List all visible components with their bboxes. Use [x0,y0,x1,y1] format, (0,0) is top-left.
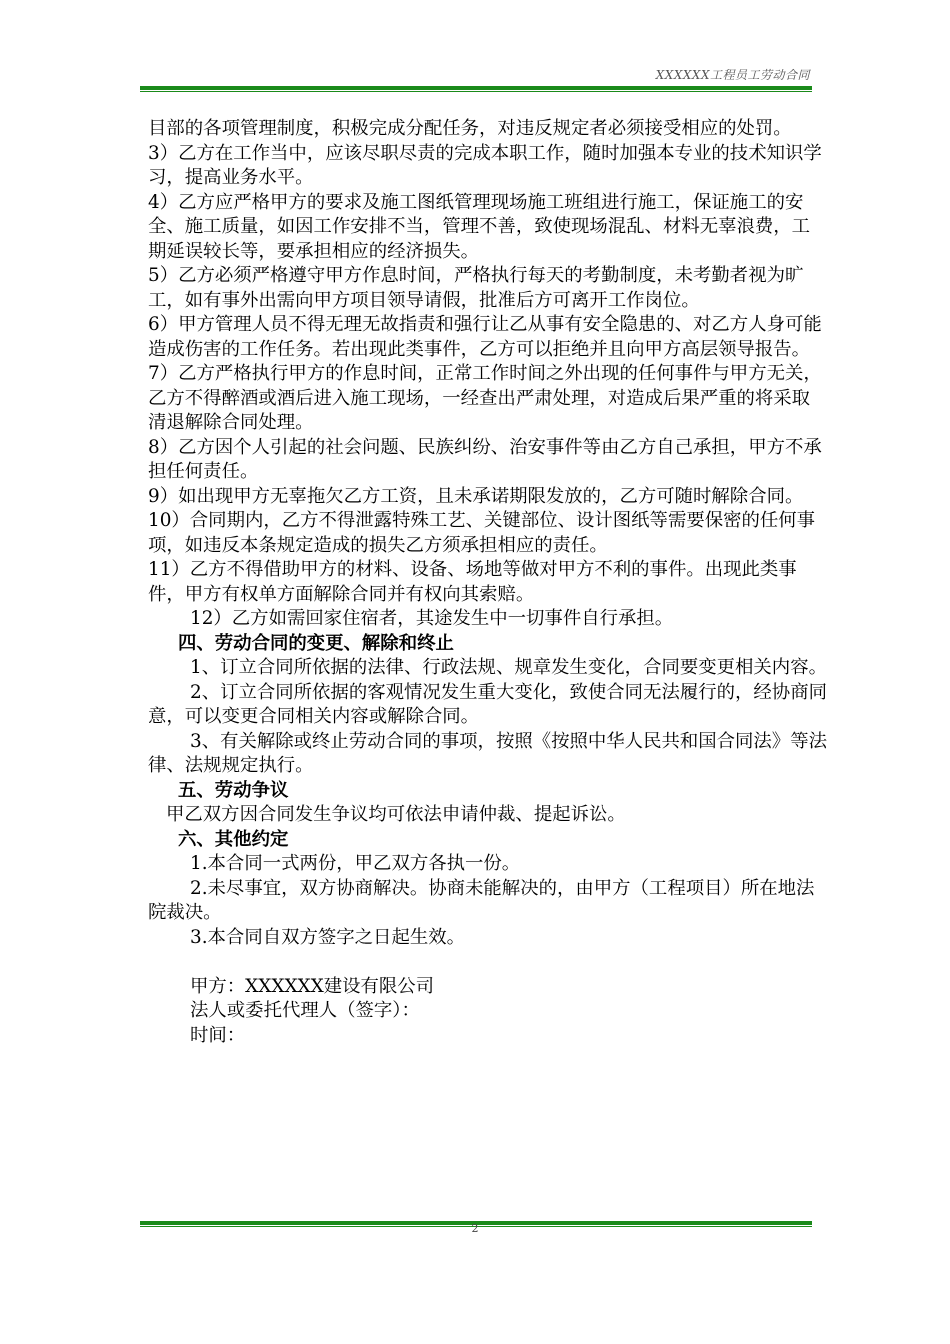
clause-11: 11）乙方不得借助甲方的材料、设备、场地等做对甲方不利的事件。出现此类事件，甲方有权单方面解除合同并有权向其索赔。 [148,559,797,605]
section-4-title: 四、劳动合同的变更、解除和终止 [178,632,454,654]
section-4-item-3: 3、有关解除或终止劳动合同的事项，按照《按照中华人民共和国合同法》等法律、法规规定执行。 [148,730,827,776]
section-6-item-1: 1.本合同一式两份，甲乙双方各执一份。 [190,853,521,874]
document-body [148,117,828,1048]
header-rule-thick [140,86,812,90]
clause-5: 5）乙方必须严格遵守甲方作息时间，严格执行每天的考勤制度，未考勤者视为旷工，如有事外出需向甲方项目领导请假，批准后方可离开工作岗位。 [148,265,804,311]
section-6-item-2: 2.未尽事宜，双方协商解决。协商未能解决的，由甲方（工程项目）所在地法院裁决。 [148,877,815,923]
header-rule-thin [140,91,812,92]
signature-party-a: 甲方：XXXXXX建设有限公司 [190,975,435,997]
clause-3: 3）乙方在工作当中，应该尽职尽责的完成本职工作，随时加强本专业的技术知识学习，提高业务水平。 [148,142,822,188]
clause-8: 8）乙方因个人引起的社会问题、民族纠纷、治安事件等由乙方自己承担，甲方不承担任何责任。 [148,436,822,482]
signature-time: 时间： [190,1024,246,1046]
page-number: 2 [471,1222,479,1235]
clause-4: 4）乙方应严格甲方的要求及施工图纸管理现场施工班组进行施工，保证施工的安全、施工质量，如因工作安排不当，管理不善，致使现场混乱、材料无辜浪费，工期延误较长等，要承担相应的经济损失。 [148,191,811,262]
clause-12: 12）乙方如需回家住宿者，其途发生中一切事件自行承担。 [190,608,674,629]
clause-9: 9）如出现甲方无辜拖欠乙方工资，且未承诺期限发放的，乙方可随时解除合同。 [148,485,804,507]
section-6-title: 六、其他约定 [178,828,289,850]
running-header: XXXXXX工程员工劳动合同 [655,68,810,82]
clause-10: 10）合同期内，乙方不得泄露特殊工艺、关键部位、设计图纸等需要保密的任何事项，如违反本条规定造成的损失乙方须承担相应的责任。 [148,510,816,556]
section-5-body: 甲乙双方因合同发生争议均可依法申请仲裁、提起诉讼。 [166,804,626,825]
paragraph-intro: 目部的各项管理制度，积极完成分配任务，对违反规定者必须接受相应的处罚。 [148,118,792,139]
clause-7: 7）乙方严格执行甲方的作息时间，正常工作时间之外出现的任何事件与甲方无关，乙方不得醉酒或酒后进入施工现场，一经查出严肃处理，对造成后果严重的将采取清退解除合同处理。 [148,363,822,433]
section-5-title: 五、劳动争议 [178,779,289,801]
section-4-item-2: 2、订立合同所依据的客观情况发生重大变化，致使合同无法履行的，经协商同意，可以变更合同相关内容或解除合同。 [148,681,827,727]
signature-representative: 法人或委托代理人（签字）： [190,1000,420,1021]
clause-6: 6）甲方管理人员不得无理无故指责和强行让乙从事有安全隐患的、对乙方人身可能造成伤害的工作任务。若出现此类事件，乙方可以拒绝并且向甲方高层领导报告。 [148,314,822,360]
section-4-item-1: 1、订立合同所依据的法律、行政法规、规章发生变化，合同要变更相关内容。 [190,657,827,678]
section-6-item-3: 3.本合同自双方签字之日起生效。 [190,926,466,948]
spacer [148,950,828,975]
